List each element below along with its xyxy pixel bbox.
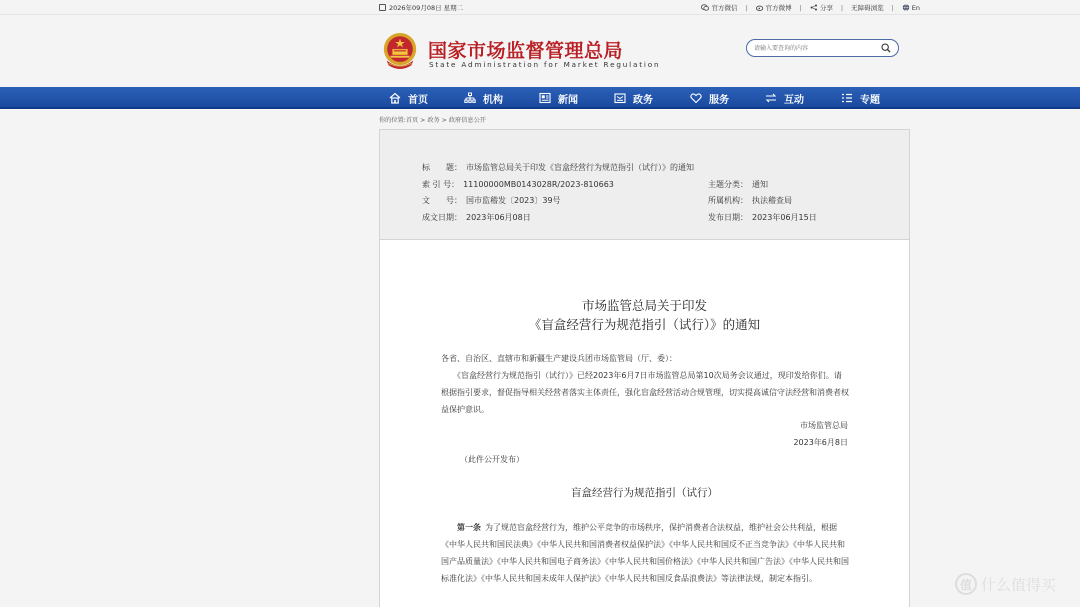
nav-item-interact[interactable]: 互动 bbox=[765, 90, 804, 106]
article-1-body: 为了规范盲盒经营行为，维护公平竞争的市场秩序，保护消费者合法权益，维护社会公共利益，根据《中华人民共和国民法典》《中华人民共和国消费者权益保护法》《中华人民共和国反不正当竞争法》《中华人民共和国产品质量法》《中华人民共和国电子商务法》《中华人民共和国价格法》《中华人民共和国广告法》《中华人民共和国标准化法》《中华人民共和国未成年人保护法》《中华人民共和国反食品浪费法》等法律法规，制定本指引。 bbox=[441, 523, 849, 583]
site-title: 国家市场监督管理总局 bbox=[428, 40, 624, 62]
document-title-line2: 《盲盒经营行为规范指引（试行）》的通知 bbox=[528, 317, 761, 332]
watermark-logo-icon: 值 bbox=[955, 573, 977, 595]
wechat-link[interactable]: 官方微信 bbox=[701, 3, 737, 12]
top-bar bbox=[0, 0, 1080, 15]
nav-item-affairs[interactable]: 政务 bbox=[614, 90, 653, 106]
addressee: 各省、自治区、直辖市和新疆生产建设兵团市场监管局（厅、委）： bbox=[441, 354, 677, 363]
divider: | bbox=[840, 3, 844, 12]
body-paragraph: 《盲盒经营行为规范指引（试行）》已经2023年6月7日市场监管总局第10次局务会议通过，现印发给你们。请根据指引要求，督促指导相关经营者落实主体责任，强化盲盒经营活动合规管理，切实提高诚信守法经营和消费者权益保护意识。 bbox=[441, 371, 849, 414]
article-1 bbox=[441, 519, 849, 587]
site-subtitle: State Administration for Market Regulation bbox=[429, 60, 661, 69]
national-emblem-icon bbox=[381, 31, 419, 71]
document-meta-panel bbox=[380, 130, 909, 240]
nav-item-topics[interactable]: 专题 bbox=[841, 90, 880, 106]
calendar-icon bbox=[379, 4, 386, 11]
sign-date: 2023年6月8日 bbox=[793, 438, 848, 447]
topics-icon bbox=[841, 92, 853, 104]
news-icon bbox=[539, 92, 551, 104]
main-nav bbox=[0, 87, 1080, 109]
signature: 市场监管总局 bbox=[800, 421, 848, 430]
document-title-line1: 市场监管总局关于印发 bbox=[581, 298, 707, 313]
guideline-title: 盲盒经营行为规范指引（试行） bbox=[571, 487, 718, 499]
org-icon bbox=[464, 92, 476, 104]
top-links bbox=[701, 3, 920, 12]
date-text: 2026年09月08日 星期二 bbox=[389, 4, 464, 12]
meta-category: 主题分类： 通知 bbox=[708, 180, 768, 189]
article-1-heading: 第一条 bbox=[457, 523, 481, 532]
divider: | bbox=[745, 3, 748, 12]
meta-doc-number: 文 号： 国市监稽发〔2023〕39号 bbox=[422, 196, 561, 205]
nav-item-news[interactable]: 新闻 bbox=[539, 90, 578, 106]
divider: | bbox=[799, 3, 802, 12]
wechat-icon bbox=[701, 4, 709, 11]
weibo-icon bbox=[756, 4, 764, 11]
globe-icon bbox=[902, 4, 910, 11]
article-container bbox=[379, 129, 910, 607]
site-header bbox=[0, 16, 1080, 87]
watermark: 值 什么值得买 bbox=[955, 573, 1056, 595]
divider: | bbox=[891, 3, 894, 12]
accessibility-link[interactable]: 无障碍浏览 bbox=[851, 4, 884, 12]
nav-item-org[interactable]: 机构 bbox=[464, 90, 503, 106]
affairs-icon bbox=[614, 92, 626, 104]
meta-created: 成文日期： 2023年06月08日 bbox=[422, 213, 531, 222]
nav-item-home[interactable]: 首页 bbox=[389, 90, 428, 106]
breadcrumb: 你的位置:首页 > 政务 > 政府信息公开 bbox=[379, 117, 486, 124]
interact-icon bbox=[765, 92, 777, 104]
meta-org: 所属机构： 执法稽查局 bbox=[708, 196, 792, 205]
english-link[interactable]: En bbox=[902, 4, 920, 12]
search-icon[interactable] bbox=[881, 43, 891, 53]
search-input[interactable] bbox=[754, 43, 874, 54]
heart-icon bbox=[690, 92, 702, 104]
meta-published: 发布日期： 2023年06月15日 bbox=[708, 213, 817, 222]
meta-index: 索 引 号： 11100000MB0143028R/2023-810663 bbox=[422, 180, 614, 189]
meta-title: 标 题： 市场监管总局关于印发《盲盒经营行为规范指引（试行）》的通知 bbox=[422, 163, 694, 172]
publish-notice: （此件公开发布） bbox=[460, 455, 524, 464]
nav-item-service[interactable]: 服务 bbox=[690, 90, 729, 106]
weibo-link[interactable]: 官方微博 bbox=[756, 3, 792, 12]
search-box[interactable] bbox=[746, 39, 899, 57]
date-display bbox=[379, 3, 463, 12]
home-icon bbox=[389, 92, 401, 104]
share-link[interactable]: 分享 bbox=[810, 3, 833, 12]
share-icon bbox=[810, 4, 818, 11]
